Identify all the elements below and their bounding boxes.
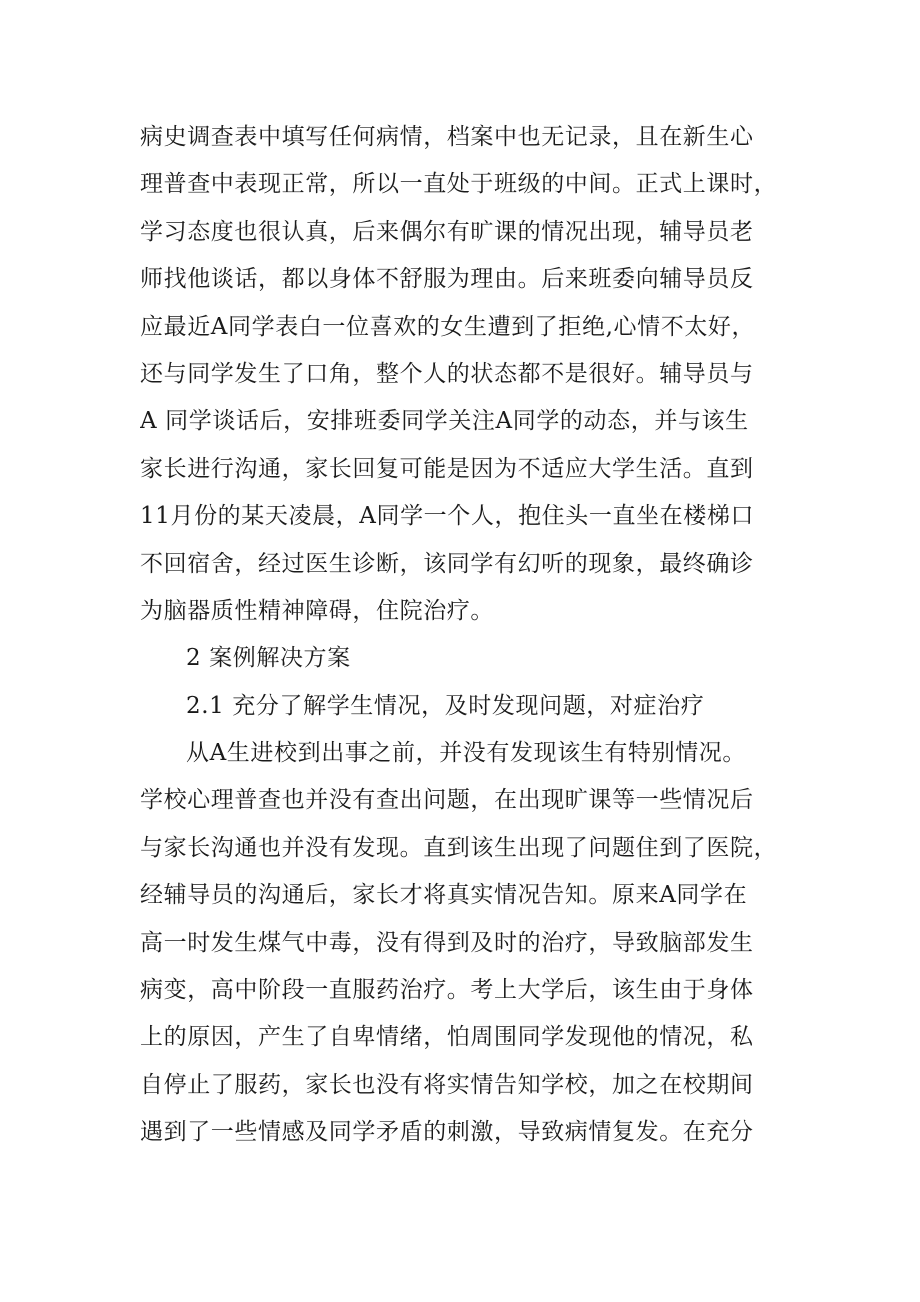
text-line: 为脑器质性精神障碍，住院治疗。: [140, 597, 494, 624]
text-line: 应最近A同学表白一位喜欢的女生遭到了拒绝,心情不太好，: [140, 313, 756, 340]
section-heading: 2 案例解决方案: [186, 645, 351, 672]
paragraph-first-line: 从A生进校到出事之前，并没有发现该生有特别情况。: [186, 740, 747, 767]
text-line: 上的原因，产生了自卑情绪，怕周围同学发现他的情况，私: [140, 1024, 754, 1051]
text-line: 学校心理普查也并没有查出问题，在出现旷课等一些情况后: [140, 787, 754, 814]
text-line: 病史调查表中填写任何病情，档案中也无记录，且在新生心: [140, 124, 754, 150]
text-line: 不回宿舍，经过医生诊断，该同学有幻听的现象，最终确诊: [140, 550, 754, 577]
text-line: A 同学谈话后，安排班委同学关注A同学的动态，并与该生: [140, 408, 749, 435]
text-line: 理普查中表现正常，所以一直处于班级的中间。正式上课时，: [140, 171, 778, 198]
text-line: 经辅导员的沟通后，家长才将真实情况告知。原来A同学在: [140, 882, 748, 909]
subsection-heading: 2.1 充分了解学生情况，及时发现问题，对症治疗: [186, 692, 705, 719]
text-line: 11月份的某天凌晨，A同学一个人，抱住头一直坐在楼梯口: [140, 503, 755, 530]
text-line: 遇到了一些情感及同学矛盾的刺激，导致病情复发。在充分: [140, 1119, 754, 1146]
text-line: 自停止了服药，家长也没有将实情告知学校，加之在校期间: [140, 1071, 754, 1098]
text-line: 家长进行沟通，家长回复可能是因为不适应大学生活。直到: [140, 455, 754, 482]
text-line: 师找他谈话，都以身体不舒服为理由。后来班委向辅导员反: [140, 266, 754, 293]
text-line: 高一时发生煤气中毒，没有得到及时的治疗，导致脑部发生: [140, 929, 754, 956]
text-line: 学习态度也很认真，后来偶尔有旷课的情况出现，辅导员老: [140, 218, 754, 245]
text-line: 病变，高中阶段一直服药治疗。考上大学后，该生由于身体: [140, 977, 754, 1004]
text-line: 还与同学发生了口角，整个人的状态都不是很好。辅导员与: [140, 360, 754, 387]
text-line: 与家长沟通也并没有发现。直到该生出现了问题住到了医院，: [140, 834, 778, 861]
body-text: [140, 114, 790, 1157]
